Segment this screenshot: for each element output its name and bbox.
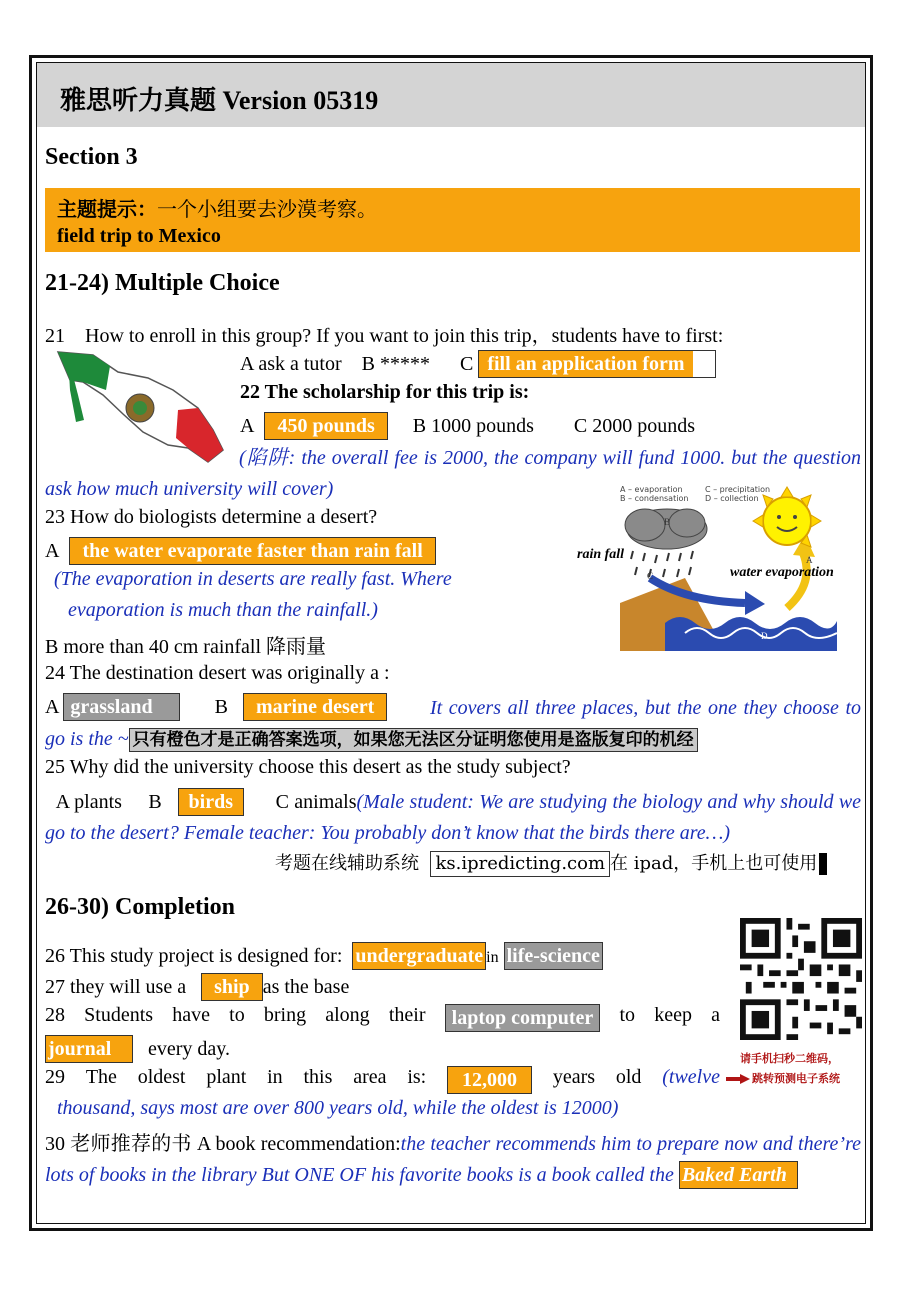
legend-c: C – precipitation <box>705 485 771 494</box>
q24-answer-line: A grassland B marine desert <box>45 693 861 721</box>
q21-options: A ask a tutor B ***** C fill an application form <box>240 350 716 378</box>
q29-answer: 12,000 <box>447 1066 532 1094</box>
q30-block: 30 老师推荐的书 A book recommendation:the teacher recommends him to prepare now and there’re lots of books in the library But ONE OF his favorite books is a book called the Baked Earth <box>45 1129 861 1191</box>
mark-c: C <box>647 571 654 581</box>
q24-option-a: grassland <box>63 693 179 721</box>
q24-note: It covers all three places, but the one they choose to go is the ~ 只有橙色才是正确答案选项，如果您无法区分证明您使用是盗版复印的机经 <box>45 697 861 750</box>
q23-note-2: evaporation is much than the rainfall.) <box>68 599 378 621</box>
qr-caption-1: 请手机扫秒二维码， <box>740 1052 839 1065</box>
q28-line: 28 Students have to bring along their laptop computer to keep a <box>45 1004 720 1032</box>
q26-answer-1: undergraduate <box>352 942 486 970</box>
topic-line: 主题提示：一个小组要去沙漠考察。 <box>57 199 377 221</box>
q23-answer: the water evaporate faster than rain fall <box>69 537 435 565</box>
q28-answer-1: laptop computer <box>445 1004 601 1032</box>
part2-heading: 26-30) Completion <box>45 894 235 920</box>
q22-note: (陷阱: the overall fee is 2000, the company will fund 1000. but the question ask how much university will cover) <box>45 447 861 500</box>
topic-english: field trip to Mexico <box>57 225 221 247</box>
part1-heading: 21-24) Multiple Choice <box>45 270 280 296</box>
q23-answer-line: A the water evaporate faster than rain fall <box>45 537 436 565</box>
qr-code-icon[interactable] <box>740 918 862 1040</box>
q23-note-1: (The evaporation in deserts are really fast. Where <box>54 568 452 590</box>
page-title: 雅思听力真题 Version 05319 <box>60 86 379 115</box>
q22-question: 22 The scholarship for this trip is: <box>240 381 530 403</box>
water-evaporation-label: water evaporation <box>730 565 834 580</box>
mark-a: A <box>806 555 813 565</box>
rain-fall-label: rain fall <box>577 547 625 562</box>
arrow-right-icon <box>740 1074 750 1084</box>
q25-options: A plants B birds C animals(Male student: We are studying the biology and why should we go to the desert? Female teacher: You probably don’t know that the birds there are…) <box>45 787 861 849</box>
q30-answer: Baked Earth <box>679 1161 798 1189</box>
q29-text-source <box>45 1066 720 1067</box>
legend-a: A – evaporation <box>620 485 683 494</box>
q24-answer: marine desert <box>243 693 387 721</box>
section-title: Section 3 <box>45 144 138 170</box>
q22-answer: 450 pounds <box>264 412 387 440</box>
water-cycle-diagram <box>575 483 840 653</box>
q28-text-source <box>45 1004 720 1005</box>
q22-options: A 450 pounds B 1000 pounds C 2000 pounds <box>240 412 695 440</box>
q26-line: 26 This study project is designed for: undergraduate in life-science <box>45 942 603 970</box>
q25-question: 25 Why did the university choose this desert as the study subject? <box>45 756 571 778</box>
q27-answer: ship <box>201 973 263 1001</box>
arrow-shaft <box>726 1077 740 1081</box>
q25-answer: birds <box>178 788 244 816</box>
q26-answer-2: life-science <box>504 942 603 970</box>
system-url-link[interactable]: ks.ipredicting.com <box>430 851 610 877</box>
q23-question: 23 How do biologists determine a desert? <box>45 506 378 528</box>
q28-answer-2: journal <box>45 1035 133 1063</box>
q21-line: 21 How to enroll in this group? If you want to join this trip，students have to first: <box>45 325 724 347</box>
q24-question: 24 The destination desert was originally a : <box>45 662 390 684</box>
q29-line: 29 The oldest plant in this area is: 12,000 years old (twelve <box>45 1066 720 1094</box>
legend-b: B – condensation <box>620 494 689 503</box>
mark-b: B <box>664 517 671 527</box>
q23-option-b: B more than 40 cm rainfall 降雨量 <box>45 636 327 658</box>
cursor-block <box>819 853 827 875</box>
qr-caption-2: 跳转预测电子系统 <box>740 1070 840 1086</box>
q27-line: 27 they will use a ship as the base <box>45 973 349 1001</box>
piracy-warning: 只有橙色才是正确答案选项，如果您无法区分证明您使用是盗版复印的机经 <box>129 728 698 752</box>
q29-note: thousand, says most are over 800 years old, while the oldest is 12000) <box>57 1097 619 1119</box>
mark-d: D <box>761 631 768 641</box>
legend-d: D – collection <box>705 494 759 503</box>
q28-line-2: journal every day. <box>45 1035 230 1063</box>
online-system-line: 考题在线辅助系统 ks.ipredicting.com 在 ipad，手机上也可使用 <box>275 849 827 877</box>
q21-answer: fill an application form <box>479 351 692 377</box>
